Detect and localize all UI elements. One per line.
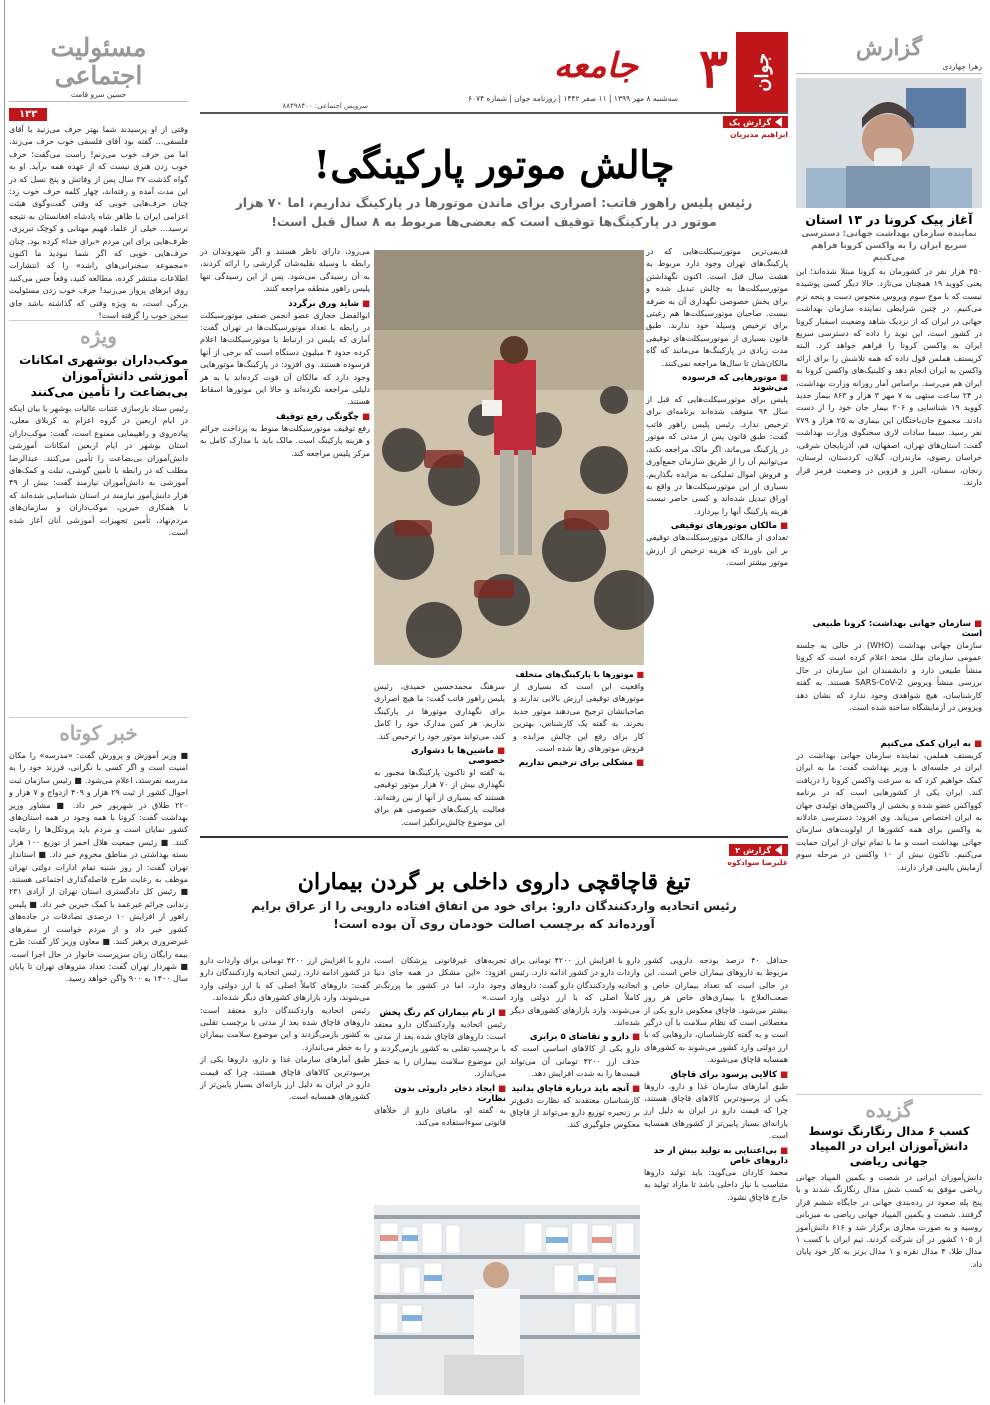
story1-column-1 (646, 246, 788, 826)
story2-col4c-text: طبق آمارهای سازمان غذا و دارو، داروها یکی از پرسودترین کالاهای قاچاق هستند، چرا که قیمت دارو در ایران به دلیل ارز یارانه‌ای بسیار پایین‌تر از کشورهای همسایه است. (200, 1055, 370, 1102)
dateline: سه‌شنبه ۸ مهر ۱۳۹۹ | ۱۱ صفر ۱۴۴۲ | روزنامه جوان | شماره ۶۰۷۴ (468, 94, 678, 103)
section-name: جامعه (553, 46, 638, 86)
photo-covid-patient (796, 78, 982, 208)
story2-column-1 (644, 955, 788, 1395)
report-author: زهرا چهاردی (796, 62, 982, 74)
column-body: وقتی از او پرسیدند شما بهتر حرف می‌زنید یا آقای فلسفی… گفته بود آقای فلسفی خوب حرف می‌زند، اما من حرف خوب می‌زنم! راست می‌گفت؛ حرف خوب زدن هنری نیست که از عهده همه برآید. او به گواه گذشت ۳۷ سال پس از وفاتش و پنج نسل که در این مدت آمده و رفته‌اند، چهار کلمه حرف خوب زد: چنان حرف‌هایی خوبی که وقتی گفت‌وگوی هیئت اعزامی ایران با ظاهر شاه پادشاه افغانستان به نتیجه نرسید… خیلی از علما، فهیم مهتابی و کوچک تبریزی، ظرف‌هایی برای این مردم «برای خدا» کرده بود. چنان حرف‌هایی خوبی که اگر شما نبودید ما اکنون «مجموعه سخنرانی‌های راشد» را که انتشارات اطلاعات منتشر کرده، مطالعه کنید، وقعاً حس می‌کنید روی ابرهای پرواز می‌زنید! حرف خوب زدن مسئولیت بزرگی است، به ویژه وقتی که گذاشته باشد جای سخن خوب را گرفته است! (9, 125, 189, 321)
story-divider (200, 836, 788, 838)
page-number: ۳ (698, 36, 728, 100)
rubric-special-wrap (9, 320, 188, 350)
rubric-selected: گزیده (865, 1097, 913, 1122)
report-body2: سازمان جهانی بهداشت (WHO) در حالی به جلسه عمومی سازمان ملل متحد اعلام کرده است که کرونا منشأ طبیعی دارد و دانشمندان این سازمان در حال بررسی منشأ ویروس SARS-CoV-2 هستند. به گفته کارشناسان، هیچ شواهدی وجود ندارد که نشان دهد ویروس در آزمایشگاه ساخته شده است. (796, 641, 982, 713)
story2-col3-text: تجربه‌های غیرقانونی پزشکان است، افزود: «این مشکل در همه جای دنیا وجود دارد، اما در کشور ما پررنگ‌تر است.» (374, 956, 506, 1003)
story1-col1-sub2: ■ مالکان موتورهای توقیفی (646, 521, 788, 531)
rubric-selected-wrap (796, 1094, 982, 1124)
report-sub1: ■ سازمان جهانی بهداشت: کرونا طبیعی است (796, 619, 982, 639)
masthead (200, 32, 788, 114)
special-story-body: رئیس ستاد بازسازی عتبات عالیات بوشهر با بیان اینکه در ایام اربعین در گروه اعزام به کربلای معلی، پیاده‌روی و راهپیمایی ممنوع است، گفت: موکب‌داران استان بوشهر در ایام اربعین امکانات آموزشی دانش‌آموزان بی‌بضاعت را تأمین می‌کنند. عبدالرضا مطلب که در رابطه با تأمین گوشی، تبلت و کمک‌های آموزشی به دانش‌آموزان نیازمند گفت: بیش از ۴۹ هزار دانش‌آموز نیازمند در استان شناسایی شده‌اند که با همکاری خیرین، موکب‌داران و سازمان‌های مردم‌نهاد، تأمین تجهیزات آموزشی آنان آغاز شده است. (9, 404, 188, 538)
story1-deck: رئیس پلیس راهور فاتب: اصراری برای ماندن موتورها در پارکینگ نداریم، اما ۷۰ هزار موتور در پارکینگ‌ها توقیف است که بعضی‌ها مربوط به ۸ سال قبل است! (235, 195, 753, 229)
story2-col3c-text: به گفته او، مافیای دارو از خلأهای قانونی سوءاستفاده می‌کند. (374, 1105, 506, 1128)
story2-column-4 (200, 955, 370, 1395)
story2-col1-sub2: ■ بی‌اعتنایی به تولید بیش از حد داروهای خاص (644, 1146, 788, 1166)
story2-col1b-text: طبق آمارهای سازمان غذا و دارو، داروها یکی از پرسودترین کالاهای قاچاق هستند، چرا که قیمت دارو در ایران به دلیل ارز یارانه‌ای بسیار پایین‌تر از کشورهای همسایه است. (644, 1081, 788, 1141)
story2-col4b-text: رئیس اتحادیه واردکنندگان دارو معتقد است: داروهای قاچاق شده بعد از مدتی با برچسب تقلبی به کشور بازمی‌گردند و این موضوع سلامت بیماران را به خطر می‌اندازد. (200, 1005, 370, 1052)
story2-column-3 (374, 955, 506, 1200)
story1-bottom3-text: به گفته او تاکنون پارکینگ‌ها مجبور به نگهداری بیش از ۷۰ هزار موتور توقیفی هستند که بسیاری از آنها از بین رفته‌اند. فعالیت پارکینگ‌های خصوصی هم برای این موضوع چالش‌برانگیز است. (374, 768, 505, 827)
story2-col1c-text: محمد کاردان می‌گوید: باید تولید داروها متناسب با نیاز داخلی باشد تا مازاد تولید به خارج قاچاق نشود. (644, 1167, 788, 1202)
rubric-briefs-wrap (9, 717, 188, 747)
story1-col1-sub: ■ موتورهایی که فرسوده می‌شوند (646, 373, 788, 393)
report-tag-icon (775, 117, 782, 127)
story2-byline: علیرضا سوادکوه (727, 858, 788, 867)
story1-col1c-text: تعدادی از مالکان موتورسیکلت‌های توقیفی بر این باورند که هزینه ترخیص از ارزش موتور بیشتر است. (646, 533, 788, 567)
story2-deck: رئیس اتحادیه واردکنندگان دارو: برای خود من اتفاق افتاده دارویی را از عراق برایم آورده‌اند که برچسب اصالت خودمان روی آن بوده است! (251, 899, 737, 931)
story1-bottom-sub: ■ مشکلی برای ترخیص نداریم (513, 758, 644, 768)
story1-column-2 (200, 246, 370, 826)
report-headline: آغاز پیک کرونا در ۱۳ استان (805, 212, 973, 227)
story1-col2-sub: ■ شاید ورق برگردد (200, 299, 370, 309)
story2-tag: گزارش ۲ (729, 844, 788, 856)
story1-header (200, 116, 788, 246)
story2-col2-sub: ■ دارو و تقاضای ۵ برابری (510, 1032, 640, 1042)
special-story-headline: موکب‌داران بوشهری امکانات آموزشی دانش‌آموزان بی‌بضاعت را تأمین می‌کنند (19, 353, 188, 399)
report-body: ۴۵۰ هزار نفر در کشورمان به کرونا مبتلا شده‌اند؛ این یعنی کووید ۱۹ همچنان می‌تازد. حالا دیگر کسی پوشیده نیست که با موج سوم ویروس منحوس دست و پنجه نرم می‌کنیم. در چنین شرایطی نماینده سازمان بهداشت جهانی در ایران که از نزدیک شاهد وضعیت اسفبار کرونا در کشور است، این نوید را داده که دسترسی سریع ایران به واکسن کرونا را فراهم خواهد کرد. البته کریستف هملمن قول داده که همه تلاشش را برای ارائه واکسن به ایران انجام دهد و کلینیک‌های واکسن کرونا به ایران هم می‌رسد. براساس آمار روزانه وزارت بهداشت، در ۲۴ ساعت منتهی به ۷ مهر ۳ هزار و ۸۶۳ بیمار جدید کووید ۱۹ شناسایی و ۲۰۶ بیمار جان خود را از دست دادند. مجموع جان‌باختگان این بیماری به ۲۵ هزار و ۷۷۹ نفر رسید. سیما سادات لاری سخنگوی وزارت بهداشت گفت: استان‌های تهران، اصفهان، قم، آذربایجان شرقی، خراسان رضوی، مازندران، گیلان، کردستان، لرستان، زنجان، سمنان، البرز و قزوین در وضعیت قرمز قرار دارند. (796, 267, 983, 487)
story1-bottom-sub2: ■ ماشین‌ها با دشواری خصوصی (374, 746, 505, 766)
story1-photo-caption: ■ موتورها با پارکینگ‌های متخلف (374, 670, 644, 679)
story2-col2-text: دارو با افزایش ارز ۴۲۰۰ تومانی برای واردات دارو در کشور ادامه دارد. رئیس اتحادیه واردکنندگان دارو گفت: داروهای کاملاً اصلی که با ارز دولتی وارد می‌شوند، وارد بازارهای کشورهای دیگر شده‌اند. (510, 956, 640, 1028)
photo-impounded-motorcycles (374, 250, 644, 665)
newspaper-logo[interactable]: جوان (736, 32, 788, 112)
story1-col1b-text: پلیس برای موتورسیکلت‌هایی که قبل از سال ۹۴ متوقف شده‌اند برنامه‌ای برای ترخیص ندارد. رئیس پلیس راهور فاتب گفت: طبق قانون پس از مدتی که موتور در پارکینگ می‌ماند، اگر مالک مراجعه نکند، می‌توانیم آن را از طریق سازمان جمع‌آوری و فروش اموال تملیکی به مزایده بگذاریم. بسیاری از این موتورسیکلت‌ها در واقع به اوراق تبدیل شده‌اند و کسی حاضر نیست هزینه پارکینگ آنها را بپردازد. (646, 395, 788, 516)
selected-headline: کسب ۶ مدال رنگارنگ توسط دانش‌آموزان ایران در المپیاد جهانی ریاضی (808, 1124, 970, 1168)
column-number-badge: ۱۳۳ (9, 108, 47, 121)
story2-col2c-text: کارشناسان معتقدند که نظارت دقیق‌تر بر زنجیره توزیع دارو می‌تواند از قاچاق معکوس جلوگیری کند. (510, 1095, 640, 1130)
report-sub2: ■ به ایران کمک می‌کنیم (796, 739, 982, 749)
story1-bottom1-text: واقعیت این است که بسیاری از موتورهای توقیفی ارزش بالایی ندارند و صاحبانشان ترجیح می‌دهند موتور جدید بخرند. به گفته یک کارشناس، بهترین کار برای رفع این چالش مزایده و فروش موتورهای رها شده است. (513, 682, 644, 754)
story1-col1-text: قدیمی‌ترین موتورسیکلت‌هایی که در پارکینگ‌های تهران وجود دارد مربوط به هشت سال قبل است. اکنون نگهداشتن موتورسیکلت‌ها به چالش تبدیل شده و برای بخش خصوصی نگهداری آن به صرفه نیست. صاحبان موتورسیکلت‌ها هم رغبتی برای ترخیص وسیله خود ندارند. طبق قانون بسیاری از موتورسیکلت‌های توقیفی مدت زیادی در پارکینگ‌ها می‌مانند که گاه مالکان‌شان تا سال‌ها مراجعه نمی‌کنند. (646, 247, 788, 368)
story1-tag: گزارش یک (723, 116, 788, 128)
selected-body: دانش‌آموزان ایرانی در شصت و یکمین المپیاد جهانی ریاضی موفق به کسب شش مدال رنگارنگ شدند و با پنج پله صعود در رده‌بندی جهانی در جایگاه ششم قرار گرفتند. شصت و یکمین المپیاد جهانی ریاضی به میزبانی روسیه و به صورت مجازی برگزار شد و ۶۱۶ دانش‌آموز از ۱۰۵ کشور در آن شرکت کردند. تیم ایران با کسب ۱ مدال طلا، ۴ مدال نقره و ۱ مدال برنز به کار خود پایان داد. (796, 1173, 983, 1269)
report-tag-icon (775, 845, 782, 855)
rubric-social-responsibility: مسئولیت اجتماعی (50, 33, 147, 90)
story1-col2-text: می‌رود، دارای ناظر هستند و اگر شهروندان در رابطه با وسیله نقلیه‌شان گزارشی را ارائه کردند، به آن رسیدگی می‌شود. پس از این رسیدگی تنها پلیس راهور منطقه مراجعه کنند. (200, 247, 370, 294)
covid-patient-image (796, 78, 982, 208)
story2-column-2 (510, 955, 640, 1200)
rubric-special: ویژه (80, 323, 117, 348)
story1-col2b-text: ابوالفضل حجازی عضو انجمن صنفی موتورسیکلت در رابطه با تعداد موتورسیکلت‌ها در تهران گفت: آماری که پلیس در ارتباط با موتورسیکلت‌ها اعلام کرده حدود ۴ میلیون دستگاه است که برخی از آنها فرسوده هستند. وی افزود: در پارکینگ‌ها موتورهایی وجود دارد که مالکان آن فوت کرده‌اند یا به هر دلیلی مراجعه نکرده‌اند و حالا این موتورها اسقاط هستند. (200, 310, 371, 407)
story2-col3-sub: ■ از نام بیماران کم رنگ پخش (374, 1008, 506, 1018)
photo-pharmacy (374, 1205, 640, 1395)
story1-col2-sub2: ■ چگونگی رفع توقیف (200, 412, 370, 422)
report-deck: نماینده سازمان بهداشت جهانی: دسترسی سریع ایران را به واکسن کرونا فراهم می‌کنیم (801, 229, 977, 263)
story2-col3b-text: رئیس اتحادیه واردکنندگان دارو معتقد است: داروهای قاچاق شده بعد از مدتی با برچسب تقلبی به کشور بازمی‌گردند و این موضوع سلامت بیماران را به خطر می‌اندازد. (374, 1019, 506, 1079)
story1-headline: چالش موتور پارکینگی! (313, 142, 675, 187)
rubric-briefs: خبر کوتاه (59, 720, 138, 745)
motorcycle-lot-image (374, 250, 644, 665)
story2-headline: تیغ قاچاقچی داروی داخلی بر گردن بیماران (297, 869, 691, 895)
column-author: حسین سرو قامت (9, 90, 188, 102)
briefs-body: ■ وزیر آموزش و پرورش گفت: «مدرسه» را مکان امنیت است و اگر کسی با نگرانی، فرزند خود را به مدرسه نفرستد، اعلام می‌شود. ■ رئیس سازمان ثبت احوال کشور از ثبت ۲۹ هزار و ۴۰۹ ازدواج و ۷ هزار و ۲۲۰ طلاق در شهریور خبر داد. ■ مشاور وزیر بهداشت گفت: کرونا با همه وجود در همه استان‌های کشور نمایان است و مردم باید پروتکل‌ها را رعایت کنند. ■ رئیس جمعیت هلال احمر از توزیع ۱۰۰ هزار بسته بهداشتی در مناطق محروم خبر داد. ■ استاندار تهران گفت: از روز شنبه تمام ادارات دولتی تهران موظف به رعایت طرح فاصله‌گذاری اجتماعی هستند. ■ رئیس کل دادگستری استان تهران از آزادی ۲۳۱ زندانی جرائم غیرعمد با کمک خیرین خبر داد. ■ پلیس راهور از افزایش ۱۰ درصدی تصادفات در جاده‌های کشور خبر داد و از مردم خواست از سفرهای غیرضروری پرهیز کنند. ■ معاون وزیر کار گفت: طرح بیمه رایگان زنان سرپرست خانوار در حال اجرا است. ■ شهردار تهران گفت: تعداد متروهای تهران تا پایان سال ۱۴۰۰ به ۹۰۰ واگن خواهد رسید. (9, 751, 189, 984)
story2-header (200, 840, 788, 950)
report-body3: کریستف هملمن، نماینده سازمان جهانی بهداشت در ایران در جلسه‌ای با وزیر بهداشت گفت: ما به ایران کمک خواهیم کرد که به سرعت واکسن کرونا را دریافت کند. ایران یکی از کشورهایی است که در برنامه کوواکس عضو شده و بخشی از واکسن‌های تولیدی جهان به ایران اختصاص می‌یابد. وی افزود: دسترسی عادلانه به واکسن برای همه کشورها از اولویت‌های سازمان جهانی بهداشت است و ما با تمام توان از ایران حمایت می‌کنیم. تاکنون بیش از ۱۰ واکسن در مرحله سوم آزمایش بالینی قرار دارند. (796, 751, 983, 872)
right-column (792, 0, 986, 1403)
pharmacy-shelves-image (374, 1205, 640, 1395)
story2-col3-sub2: ■ ایجاد ذخایر داروئی بدون نظارت (374, 1084, 506, 1104)
story1-byline: ابراهیم مدیریان (730, 130, 788, 139)
story1-bottom2-text: سرهنگ محمدحسین حمیدی، رئیس پلیس راهور فاتب گفت: ما هیچ اصراری برای نگهداری موتورها در پارکینگ نداریم. هر کس مدارک خود را کامل کند، می‌تواند موتور خود را ترخیص کند. (374, 682, 505, 741)
rubric-report: گزارش (855, 35, 923, 61)
story2-col4-text: دارو با افزایش ارز ۴۲۰۰ تومانی برای واردات دارو در کشور ادامه دارد. رئیس اتحادیه واردکنندگان دارو گفت: داروهای کاملاً اصلی که با ارز دولتی وارد می‌شوند، وارد بازارهای کشورهای دیگر شده‌اند. (200, 956, 370, 1003)
story1-col2c-text: رفع توقیف موتورسیکلت‌ها منوط به پرداخت جرائم و هزینه پارکینگ است. مالک باید با مدارک کامل به مرکز پلیس مراجعه کند. (200, 423, 370, 458)
story2-col1-sub: ■ کالایی پرسود برای قاچاق (644, 1070, 788, 1080)
service-phone: سرویس اجتماعی: ۸۸۴۹۸۴۰۰ (282, 102, 368, 110)
left-column (4, 0, 194, 1403)
story1-bottom (374, 670, 644, 830)
story2-col1-text: حداقل ۴۰ درصد بودجه دارویی کشور مربوط به داروهای بیماران خاص است. این در حالی است که تعداد بیماران خاص و صعب‌العلاج با بیماری‌های خاص هر روز بیشتر می‌شود. قاچاق معکوس دارو یکی از معضلاتی است که نظام سلامت با آن درگیر است و به گفته کارشناسان، داروهایی که با ارز دولتی وارد کشور می‌شوند به کشورهای همسایه قاچاق می‌شوند. (644, 956, 788, 1065)
story2-col2-sub2: ■ آنچه باید درباره قاچاق بدانید (510, 1084, 640, 1094)
story2-col2b-text: دارو یکی از کالاهای اساسی است که حذف ارز ۴۲۰۰ تومانی آن می‌تواند قیمت‌ها را به شدت افزایش دهد. (510, 1044, 640, 1079)
